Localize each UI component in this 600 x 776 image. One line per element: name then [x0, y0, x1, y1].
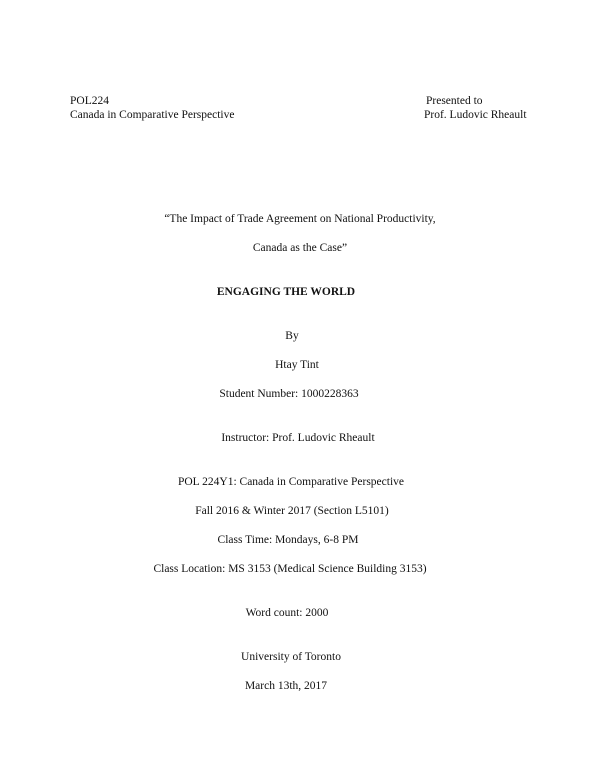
presented-to-label: Presented to [426, 95, 483, 107]
student-number: Student Number: 1000228363 [219, 388, 359, 400]
title-line-1: “The Impact of Trade Agreement on National Productivity, [164, 213, 436, 225]
author-name: Htay Tint [275, 359, 319, 371]
class-time: Class Time: Mondays, 6-8 PM [217, 534, 359, 546]
university: University of Toronto [241, 651, 341, 663]
title-line-2: Canada as the Case” [252, 242, 348, 254]
by-label: By [285, 330, 299, 342]
date: March 13th, 2017 [244, 680, 328, 692]
presented-to-name: Prof. Ludovic Rheault [424, 109, 527, 121]
subtitle: ENGAGING THE WORLD [216, 286, 356, 298]
term: Fall 2016 & Winter 2017 (Section L5101) [195, 505, 389, 517]
course-code: POL224 [70, 95, 109, 107]
instructor: Instructor: Prof. Ludovic Rheault [221, 432, 375, 444]
word-count: Word count: 2000 [245, 607, 329, 619]
course-full: POL 224Y1: Canada in Comparative Perspective [177, 476, 404, 488]
course-name: Canada in Comparative Perspective [70, 109, 235, 121]
class-location: Class Location: MS 3153 (Medical Science Building 3153) [153, 563, 427, 575]
